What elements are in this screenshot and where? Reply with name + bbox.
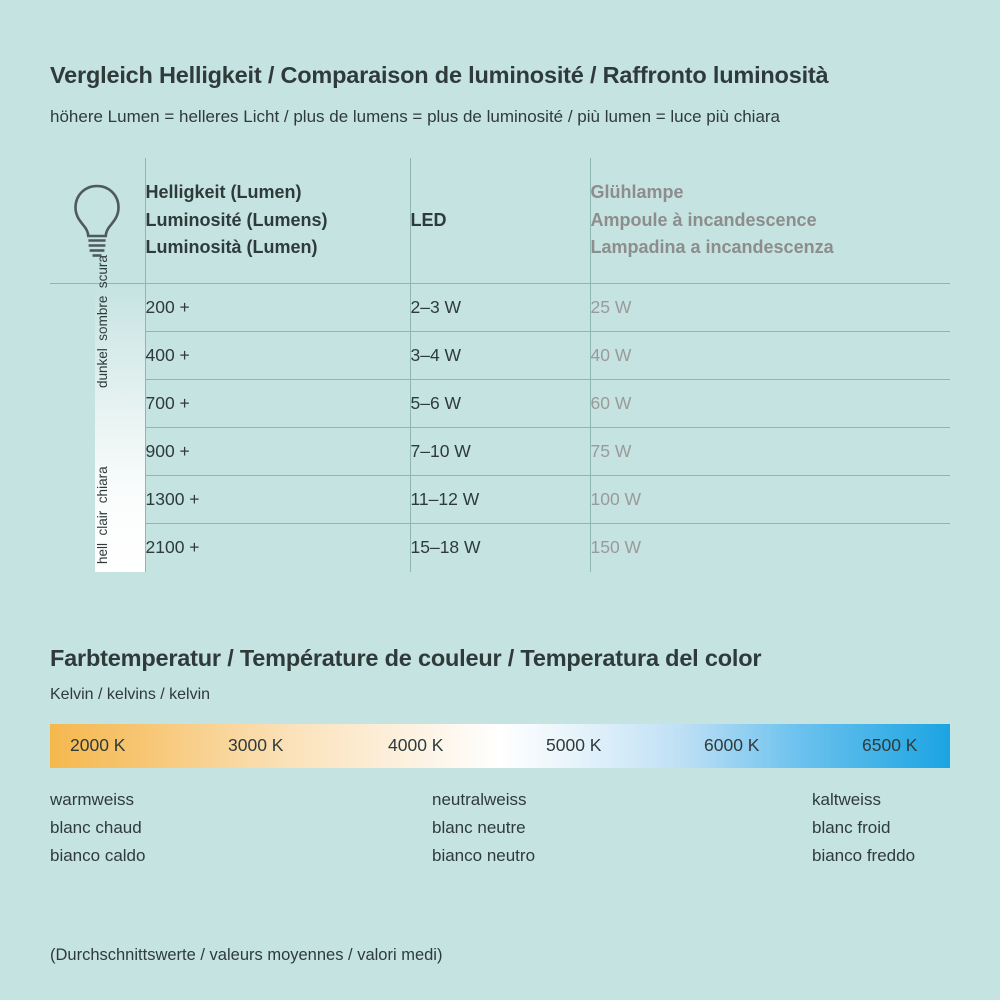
table-row — [50, 524, 950, 572]
darkness-scale — [50, 255, 145, 572]
header-bulb-it: Lampadina a incandescenza — [590, 237, 834, 258]
kelvin-tick-6500: 6500 K — [862, 735, 918, 755]
scale-bright-fr: clair — [95, 510, 110, 535]
label-cold-white — [812, 786, 915, 870]
warm-fr: blanc chaud — [50, 818, 142, 838]
cold-it: bianco freddo — [812, 846, 916, 866]
header-lumen — [145, 158, 410, 284]
kelvin-tick-2000: 2000 K — [70, 735, 126, 755]
cell-lumen: 200 + — [145, 284, 410, 332]
table-row — [50, 476, 950, 524]
header-bulb-de: Glühlampe — [590, 181, 684, 202]
header-lumen-de: Helligkeit (Lumen) — [145, 181, 302, 202]
scale-bright-de: hell — [95, 542, 110, 564]
kelvin-tick-5000: 5000 K — [546, 735, 602, 755]
cell-lumen: 900 + — [145, 428, 410, 476]
table-header-row — [50, 158, 950, 284]
neutral-it: bianco neutro — [432, 846, 536, 866]
header-bulb-fr: Ampoule à incandescence — [590, 209, 817, 230]
cell-lumen: 400 + — [145, 332, 410, 380]
label-neutral-white — [432, 786, 535, 870]
cell-led: 15–18 W — [410, 524, 590, 572]
scale-dark-de: dunkel — [95, 348, 110, 388]
cell-lumen: 1300 + — [145, 476, 410, 524]
table-row — [50, 380, 950, 428]
scale-bright-it: chiara — [95, 465, 110, 503]
kelvin-tick-4000: 4000 K — [388, 735, 444, 755]
header-lumen-fr: Luminosité (Lumens) — [145, 209, 328, 230]
cell-led: 5–6 W — [410, 380, 590, 428]
cold-de: kaltweiss — [812, 790, 881, 809]
table-row — [50, 284, 950, 332]
warm-it: bianco caldo — [50, 846, 146, 866]
cell-incandescent: 40 W — [590, 332, 950, 380]
scale-label-bright — [95, 465, 145, 564]
cell-led: 11–12 W — [410, 476, 590, 524]
cell-incandescent: 100 W — [590, 476, 950, 524]
cell-incandescent: 150 W — [590, 524, 950, 572]
brightness-section-subtitle: höhere Lumen = helleres Licht / plus de lumens = plus de luminosité / più lumen = luce più chiara — [50, 107, 781, 126]
header-led: LED — [410, 158, 590, 284]
cell-lumen: 2100 + — [145, 524, 410, 572]
label-warm-white — [50, 786, 145, 870]
brightness-table-wrapper — [50, 158, 950, 572]
cell-led: 3–4 W — [410, 332, 590, 380]
cold-fr: blanc froid — [812, 818, 891, 838]
scale-dark-it: scura — [95, 255, 110, 289]
neutral-fr: blanc neutre — [432, 818, 526, 838]
kelvin-gradient-bar — [50, 724, 950, 768]
color-temperature-subtitle: Kelvin / kelvins / kelvin — [50, 686, 211, 703]
table-row — [50, 428, 950, 476]
footnote: (Durchschnittswerte / valeurs moyennes / valori medi) — [50, 946, 443, 964]
light-bulb-icon — [70, 182, 124, 260]
scale-label-dark — [95, 255, 145, 388]
cell-led: 7–10 W — [410, 428, 590, 476]
cell-led: 2–3 W — [410, 284, 590, 332]
brightness-table — [50, 158, 950, 572]
warm-de: warmweiss — [50, 790, 135, 809]
kelvin-tick-3000: 3000 K — [228, 735, 284, 755]
scale-dark-fr: sombre — [95, 295, 110, 341]
color-temperature-title: Farbtemperatur / Température de couleur / Temperatura del color — [50, 645, 762, 671]
header-incandescent — [590, 158, 950, 284]
cell-incandescent: 60 W — [590, 380, 950, 428]
kelvin-tick-6000: 6000 K — [704, 735, 760, 755]
cell-lumen: 700 + — [145, 380, 410, 428]
neutral-de: neutralweiss — [432, 790, 527, 809]
brightness-section-title: Vergleich Helligkeit / Comparaison de luminosité / Raffronto luminosità — [50, 62, 829, 88]
cell-incandescent: 25 W — [590, 284, 950, 332]
table-row — [50, 332, 950, 380]
cell-incandescent: 75 W — [590, 428, 950, 476]
header-lumen-it: Luminosità (Lumen) — [145, 237, 318, 258]
